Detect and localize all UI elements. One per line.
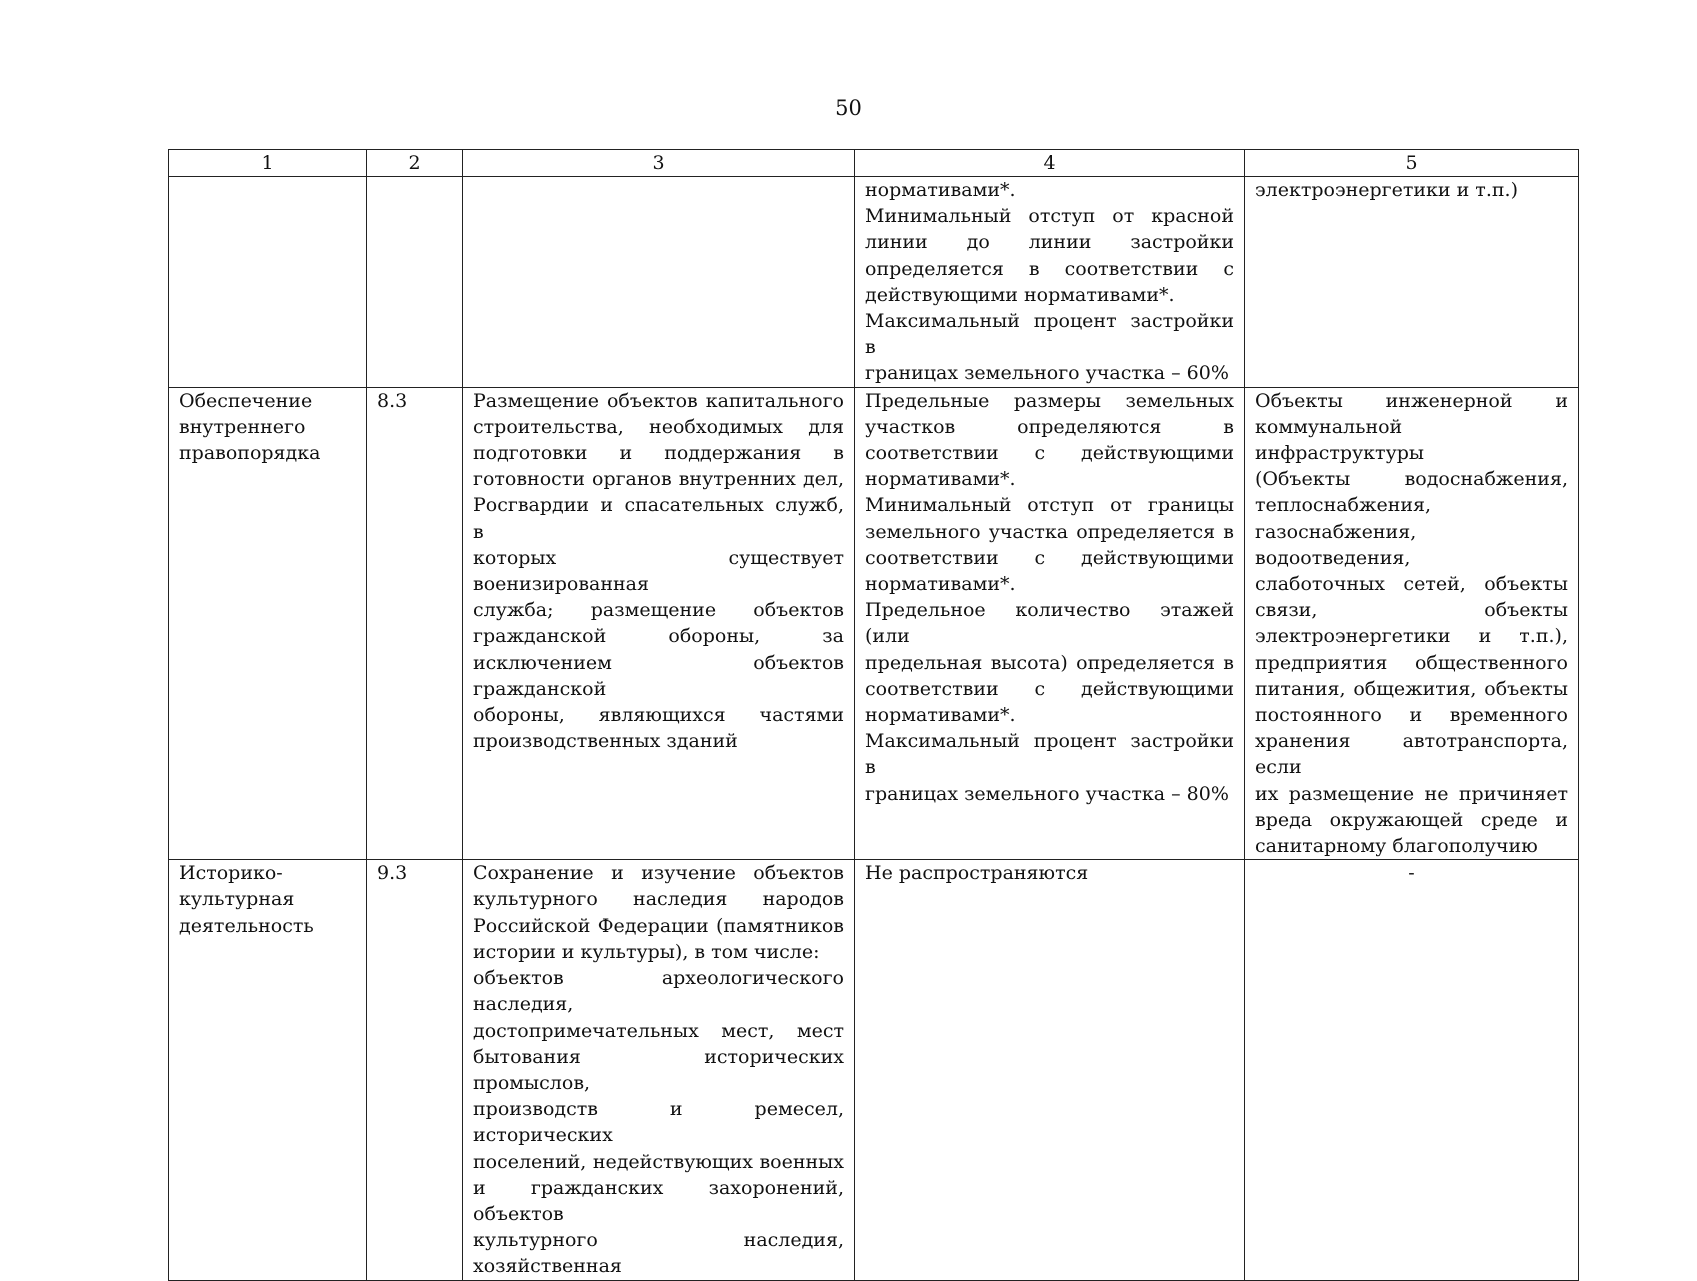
objects-line: теплоснабжения, [1255,494,1432,517]
objects-line: питания, общежития, объекты [1255,677,1568,700]
use-name-line: правопорядка [179,442,321,465]
use-description-cell [463,177,855,388]
objects-line: газоснабжения, водоотведения, [1255,520,1417,569]
page-number: 50 [835,96,862,120]
description-line: исключением объектов гражданской [473,651,844,700]
description-line: культурного наследия народов [473,888,844,911]
description-line: Сохранение и изучение объектов [473,862,844,885]
description-line: Российской Федерации (памятников [473,914,844,937]
params-line: линии до линии застройки [865,231,1234,254]
description-line: обороны, являющихся частями [473,704,844,727]
use-code-cell [367,177,463,388]
use-name-line: культурная [179,888,295,911]
objects-line: санитарному благополучию [1255,835,1538,858]
objects-line: связи, объекты [1255,599,1568,622]
params-line: соответствии с действующими [865,442,1234,465]
params-line: Минимальный отступ от красной [865,205,1234,228]
params-line: границах земельного участка – 80% [865,782,1229,805]
use-code-cell: 8.3 [367,387,463,860]
objects-line: электроэнергетики и т.п.), [1255,625,1568,648]
description-line: строительства, необходимых для [473,415,844,438]
header-col-5: 5 [1245,150,1579,177]
objects-cell [1245,177,1579,388]
objects-line: слаботочных сетей, объекты [1255,573,1568,596]
params-line: Максимальный процент застройки в [865,310,1234,359]
params-line: нормативами*. [865,468,1016,491]
objects-line: коммунальной инфраструктуры [1255,415,1425,465]
params-line: предельная высота) определяется в [865,651,1234,674]
regulations-table [168,149,1579,1281]
description-line: подготовки и поддержания в [473,442,844,465]
use-description-cell [463,860,855,1280]
use-name-cell [169,387,367,860]
use-name-cell [169,860,367,1280]
header-row [169,150,1579,177]
description-line: гражданской обороны, за [473,625,844,648]
description-line: и гражданских захоронений, объектов [473,1176,844,1225]
parameters-cell [855,177,1245,388]
use-name-line: деятельность [179,914,314,937]
description-line: которых существует военизированная [473,546,844,596]
params-line: соответствии с действующими [865,677,1234,700]
params-line: нормативами*. [865,179,1016,201]
params-line: границах земельного участка – 60% [865,362,1229,385]
params-line: Максимальный процент застройки в [865,730,1234,779]
table-row [169,387,1579,860]
description-line: производств и ремесел, исторических [473,1098,844,1147]
objects-cell [1245,860,1579,1280]
objects-line: электроэнергетики и т.п.) [1255,179,1518,201]
objects-cell [1245,387,1579,860]
description-line: Росгвардии и спасательных служб, в [473,494,844,543]
use-name-line: внутреннего [179,415,306,438]
objects-line: постоянного и временного [1255,704,1568,727]
description-line: культурного наследия, хозяйственная [473,1229,844,1278]
description-line: достопримечательных мест, мест [473,1019,844,1042]
description-line: Размещение объектов капитального [473,389,844,412]
table-row [169,860,1579,1280]
header-col-3: 3 [463,150,855,177]
objects-line: их размещение не причиняет [1255,782,1568,805]
description-line: служба; размещение объектов [473,599,844,622]
params-line: Предельное количество этажей (или [865,599,1234,648]
objects-line: Объекты инженерной и [1255,389,1568,412]
params-line: определяется в соответствии с [865,257,1234,280]
params-line: Минимальный отступ от границы [865,494,1234,517]
description-line: поселений, недействующих военных [473,1150,844,1173]
params-line: нормативами*. [865,704,1016,727]
objects-line: (Объекты водоснабжения, [1255,468,1568,491]
use-name-line: Историко- [179,862,283,885]
params-line: нормативами*. [865,573,1016,596]
description-line: бытования исторических промыслов, [473,1045,844,1094]
use-code-cell: 9.3 [367,860,463,1280]
use-name-line: Обеспечение [179,389,313,412]
parameters-cell [855,387,1245,860]
use-description-cell [463,387,855,860]
params-line: земельного участка определяется в [865,520,1234,543]
description-line: готовности органов внутренних дел, [473,468,844,491]
use-name-cell [169,177,367,388]
description-line: объектов археологического наследия, [473,967,844,1016]
objects-line: - [1408,862,1415,885]
objects-line: вреда окружающей среде и [1255,808,1568,831]
description-line: истории и культуры), в том числе: [473,940,820,963]
header-col-1: 1 [169,150,367,177]
params-line: действующими нормативами*. [865,283,1175,306]
params-line: соответствии с действующими [865,546,1234,569]
params-line: участков определяются в [865,415,1234,438]
params-line: Предельные размеры земельных [865,389,1234,412]
header-col-2: 2 [367,150,463,177]
parameters-cell [855,860,1245,1280]
description-line: производственных зданий [473,730,738,753]
objects-line: предприятия общественного [1255,651,1568,674]
params-line: Не распространяются [865,862,1089,885]
table-row [169,177,1579,388]
header-col-4: 4 [855,150,1245,177]
objects-line: хранения автотранспорта, если [1255,730,1568,779]
